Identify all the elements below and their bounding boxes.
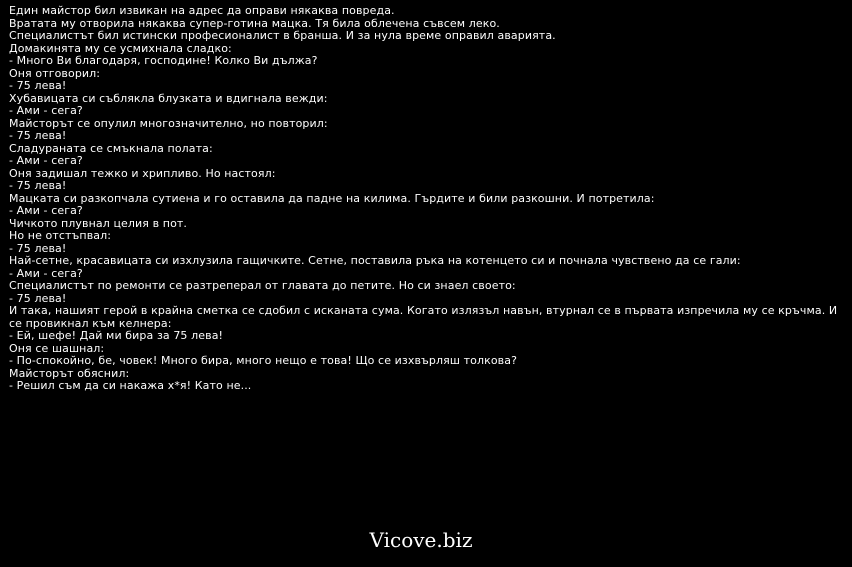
- text-line: Хубавицата си съблякла блузката и вдигнала вежди:: [9, 91, 328, 105]
- text-line: - Много Ви благодаря, господине! Колко Ви дължа?: [9, 54, 318, 67]
- text-line: Майсторът се опулил многозначително, но повторил:: [9, 116, 328, 130]
- text-line: - Ами - сега?: [9, 266, 83, 280]
- text-line: - 75 лева!: [9, 241, 67, 255]
- text-line: Сладураната се смъкнала полата:: [9, 141, 213, 155]
- text-line: Майсторът обяснил:: [9, 366, 130, 380]
- text-line: Специалистът по ремонти се разтреперал от главата до петите. Но си знаел своето:: [9, 279, 516, 292]
- text-line: Оня задишал тежко и хрипливо. Но настоял:: [9, 166, 276, 180]
- joke-text: [9, 5, 839, 393]
- text-line: - Ами - сега?: [9, 104, 83, 117]
- site-watermark: Vicove.biz: [369, 528, 473, 552]
- text-line: - Ами - сега?: [9, 204, 83, 217]
- text-line: - 75 лева!: [9, 291, 67, 305]
- text-line: - 75 лева!: [9, 79, 67, 92]
- text-line: Мацката си разкопчала сутиена и го оставила да падне на килима. Гърдите и били разкошни. И потретила:: [9, 191, 655, 205]
- text-line: - 75 лева!: [9, 179, 67, 192]
- text-line: - 75 лева!: [9, 129, 67, 142]
- text-line: Един майстор бил извикан на адрес да оправи някаква повреда.: [9, 4, 395, 17]
- text-line: Домакинята му се усмихнала сладко:: [9, 41, 232, 55]
- text-line: Оня отговорил:: [9, 66, 101, 80]
- text-line: Специалистът бил истински професионалист в бранша. И за нула време оправил аварията.: [9, 29, 556, 42]
- text-line: - Ей, шефе! Дай ми бира за 75 лева!: [9, 329, 224, 342]
- text-line: - Ами - сега?: [9, 154, 83, 167]
- text-line: И така, нашият герой в крайна сметка се сдобил с исканата сума. Когато излязъл навън, втурнал се в първата изпречила му се кръчма. И се провикнал към келнера:: [9, 304, 841, 330]
- text-line: Най-сетне, красавицата си изхлузила гащичките. Сетне, поставила ръка на котенцето си и почнала чувствено да се гали:: [9, 254, 741, 267]
- text-line: Чичкото плувнал целия в пот.: [9, 216, 188, 230]
- text-line: Вратата му отворила някаква супер-готина мацка. Тя била облечена съвсем леко.: [9, 16, 500, 30]
- text-line: - По-спокойно, бе, човек! Много бира, много нещо е това! Що се изхвърляш толкова?: [9, 354, 518, 367]
- text-line: Оня се шашнал:: [9, 341, 105, 355]
- text-line: - Решил съм да си накажа х*я! Като не...: [9, 379, 252, 392]
- text-line: Но не отстъпвал:: [9, 229, 112, 242]
